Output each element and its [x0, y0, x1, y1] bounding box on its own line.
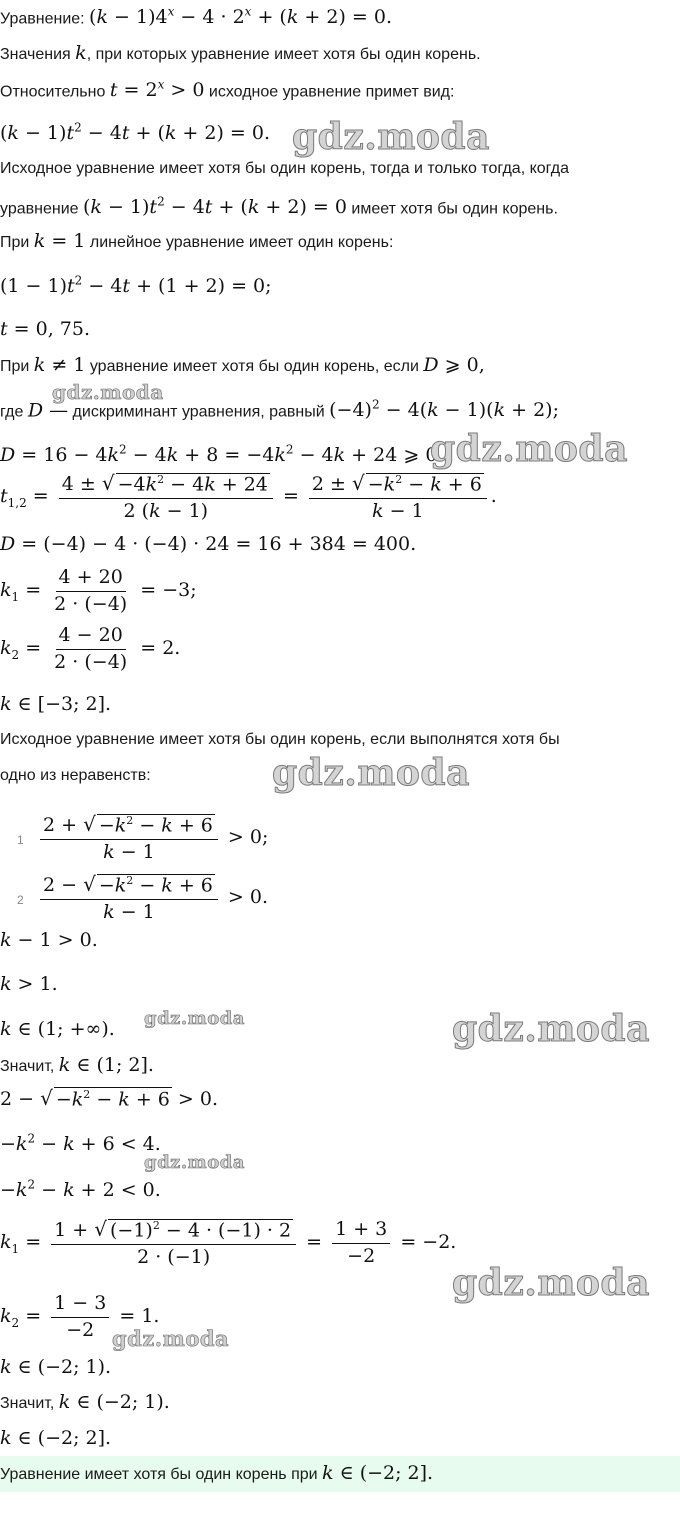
k-final-interval: k ∈ (−2; 2].	[0, 1427, 112, 1449]
watermark-logo: gdz.moda	[452, 1008, 650, 1050]
k-one-line	[0, 230, 393, 252]
k-not-one: k ≠ 1	[33, 354, 86, 376]
list-number: 2	[17, 893, 24, 907]
reduced-line	[0, 1178, 161, 1201]
quadratic-line	[0, 121, 270, 144]
equation-label: Уравнение:	[0, 10, 85, 28]
inequality-1-expr: $\frac{2 + √ -k^2 - k + 6}{k - 1}$ > 0;	[36, 826, 268, 848]
answer-line	[0, 1462, 433, 1484]
task-text: Значения	[0, 46, 71, 63]
one-of-line	[0, 767, 151, 785]
watermark-logo: gdz.moda	[144, 1008, 245, 1029]
d-expand-line	[0, 443, 443, 466]
watermark-logo: gdz.moda	[52, 380, 164, 404]
iff-line-2	[0, 195, 558, 218]
k-interval-line	[0, 693, 111, 715]
k-not-one-line	[0, 354, 485, 376]
k1-line	[0, 567, 197, 616]
k2-line	[0, 625, 180, 674]
sqrt-inequality: 2 − √ $-k^2 - k + 6 > 0$.	[0, 1086, 219, 1110]
quadratic-equation: $(k - 1)t^2 - 4t + (k + 2) = 0$.	[0, 121, 271, 145]
d-expanded: $D = 16 - 4k^2 - 4k + 8 = -4k^2 - 4k + 24$ ⩾ 0.	[0, 443, 444, 467]
iff-text: Исходное уравнение имеет хотя бы один корень, тогда и только тогда, когда	[0, 160, 570, 177]
k-final-interval-line	[0, 1427, 111, 1449]
d-value-line	[0, 533, 416, 555]
var-k: k	[75, 42, 87, 64]
equation-line	[0, 5, 392, 28]
when-label: При	[0, 234, 30, 251]
task-line	[0, 42, 481, 64]
watermark-logo: gdz.moda	[272, 752, 470, 794]
discriminant-text: дискриминант уравнения, равный	[72, 403, 325, 421]
d-nonneg: D ⩾ 0,	[423, 354, 485, 376]
answer-interval: k ∈ (−2; 2].	[322, 1462, 434, 1484]
squared-inequality: $-k^2 - k + 6 < 4$.	[0, 1132, 161, 1156]
k1-second-line	[0, 1218, 456, 1269]
hence-interval-2: k ∈ (−2; 1).	[58, 1391, 170, 1413]
quadratic-inline: $(k - 1)t^2 - 4t + (k + 2) = 0$	[82, 195, 347, 219]
linear-text: линейное уравнение имеет один корень:	[89, 234, 394, 251]
linear-equation: $(1 - 1)t^2 - 4t + (1 + 2) = 0$;	[0, 274, 272, 298]
task-text-post: , при которых уравнение имеет хотя бы один корень.	[86, 46, 481, 63]
hence-label: Значит,	[0, 1058, 55, 1075]
discriminant-line	[0, 398, 559, 421]
iff-line	[0, 160, 569, 178]
k-open-interval: k ∈ (1; +∞).	[0, 1018, 115, 1040]
k-interval-2-line	[0, 1356, 111, 1378]
watermark-logo: gdz.moda	[144, 1152, 245, 1173]
t12-line	[0, 472, 497, 523]
discriminant-expr: $(-4)^2 - 4(k - 1)(k + 2)$;	[329, 398, 559, 422]
main-equation: $(k - 1)4^x - 4 \cdot 2^x + (k + 2) = 0$.	[89, 5, 393, 29]
hence-line-1	[0, 1054, 154, 1076]
d-symbol: D —	[27, 399, 69, 422]
watermark-logo: gdz.moda	[292, 116, 490, 158]
reduced-inequality: $-k^2 - k + 2 < 0$.	[0, 1178, 161, 1202]
k-open-interval-line	[0, 1018, 115, 1040]
k-gt-one: k > 1.	[0, 973, 58, 995]
substitution-line	[0, 78, 454, 101]
k-minus-one: k − 1 > 0.	[0, 929, 98, 951]
inequality-1	[36, 813, 268, 864]
answer-text: Уравнение имеет хотя бы один корень при	[0, 1466, 318, 1483]
inequality-2-expr: $\frac{2 - √ -k^2 - k + 6}{k - 1}$ > 0.	[36, 886, 268, 908]
inequality-2	[36, 873, 268, 924]
d-value: D = (−4) − 4 · (−4) · 24 = 16 + 384 = 400.	[0, 533, 417, 555]
watermark-logo: gdz.moda	[430, 428, 628, 470]
list-number: 1	[17, 833, 24, 847]
k2-formula: $k_2$ = $\frac{4 - 20}{2 \cdot (-4)}$ = 2.	[0, 624, 181, 673]
k-interval: k ∈ [−3; 2].	[0, 693, 112, 715]
hence-interval-1: k ∈ (1; 2].	[58, 1054, 154, 1076]
watermark-logo: gdz.moda	[112, 1326, 230, 1351]
when-label-2: При	[0, 358, 30, 375]
equation-word: уравнение	[0, 200, 79, 218]
sqrt-inequality-line	[0, 1086, 218, 1110]
k-equals-one: k = 1	[33, 230, 86, 252]
t-value-line	[0, 318, 90, 340]
k1-formula: $k_1$ = $\frac{4 + 20}{2 \cdot (-4)}$ = −3;	[0, 566, 197, 615]
t-value: t = 0, 75.	[0, 318, 91, 340]
k2-second-formula: $k_2$ = $\frac{1 - 3}{-2}$ = 1.	[0, 1292, 160, 1341]
if-holds-text: Исходное уравнение имеет хотя бы один корень, если выполнятся хотя бы	[0, 731, 560, 748]
linear-equation-line	[0, 274, 272, 297]
k-minus-one-line	[0, 929, 98, 951]
if-d-text: уравнение имеет хотя бы один корень, если	[89, 358, 419, 375]
one-of-text: одно из неравенств:	[0, 767, 151, 784]
hence-line-2	[0, 1391, 170, 1413]
relative-label: Относительно	[0, 83, 106, 101]
where-label: где	[0, 403, 24, 421]
k-interval-2: k ∈ (−2; 1).	[0, 1356, 112, 1378]
substitution: $t = 2^x > 0$	[109, 78, 205, 102]
k1-second-formula: $k_1$ = $\frac{1 + √ (-1)^2 - 4 \cdot (-1) \cdot 2}{2 \cdot (-1)}$ = $\frac{1 + 3}{-2}$ = −2.	[0, 1217, 457, 1268]
if-holds-line	[0, 731, 560, 749]
has-root-text: имеет хотя бы один корень.	[351, 200, 558, 218]
k-gt-one-line	[0, 973, 58, 995]
relative-post: исходное уравнение примет вид:	[208, 83, 455, 101]
watermark-logo: gdz.moda	[452, 1262, 650, 1304]
squared-line	[0, 1132, 161, 1155]
hence-label-2: Значит,	[0, 1395, 55, 1412]
t12-formula: $t_{1,2}$ = $\frac{4 \pm √ -4k^2 - 4k + 24}{2 (k - 1)}$ = $\frac{2 \pm √ -k^2 - k + 6}{k - 1}$ .	[0, 471, 497, 522]
